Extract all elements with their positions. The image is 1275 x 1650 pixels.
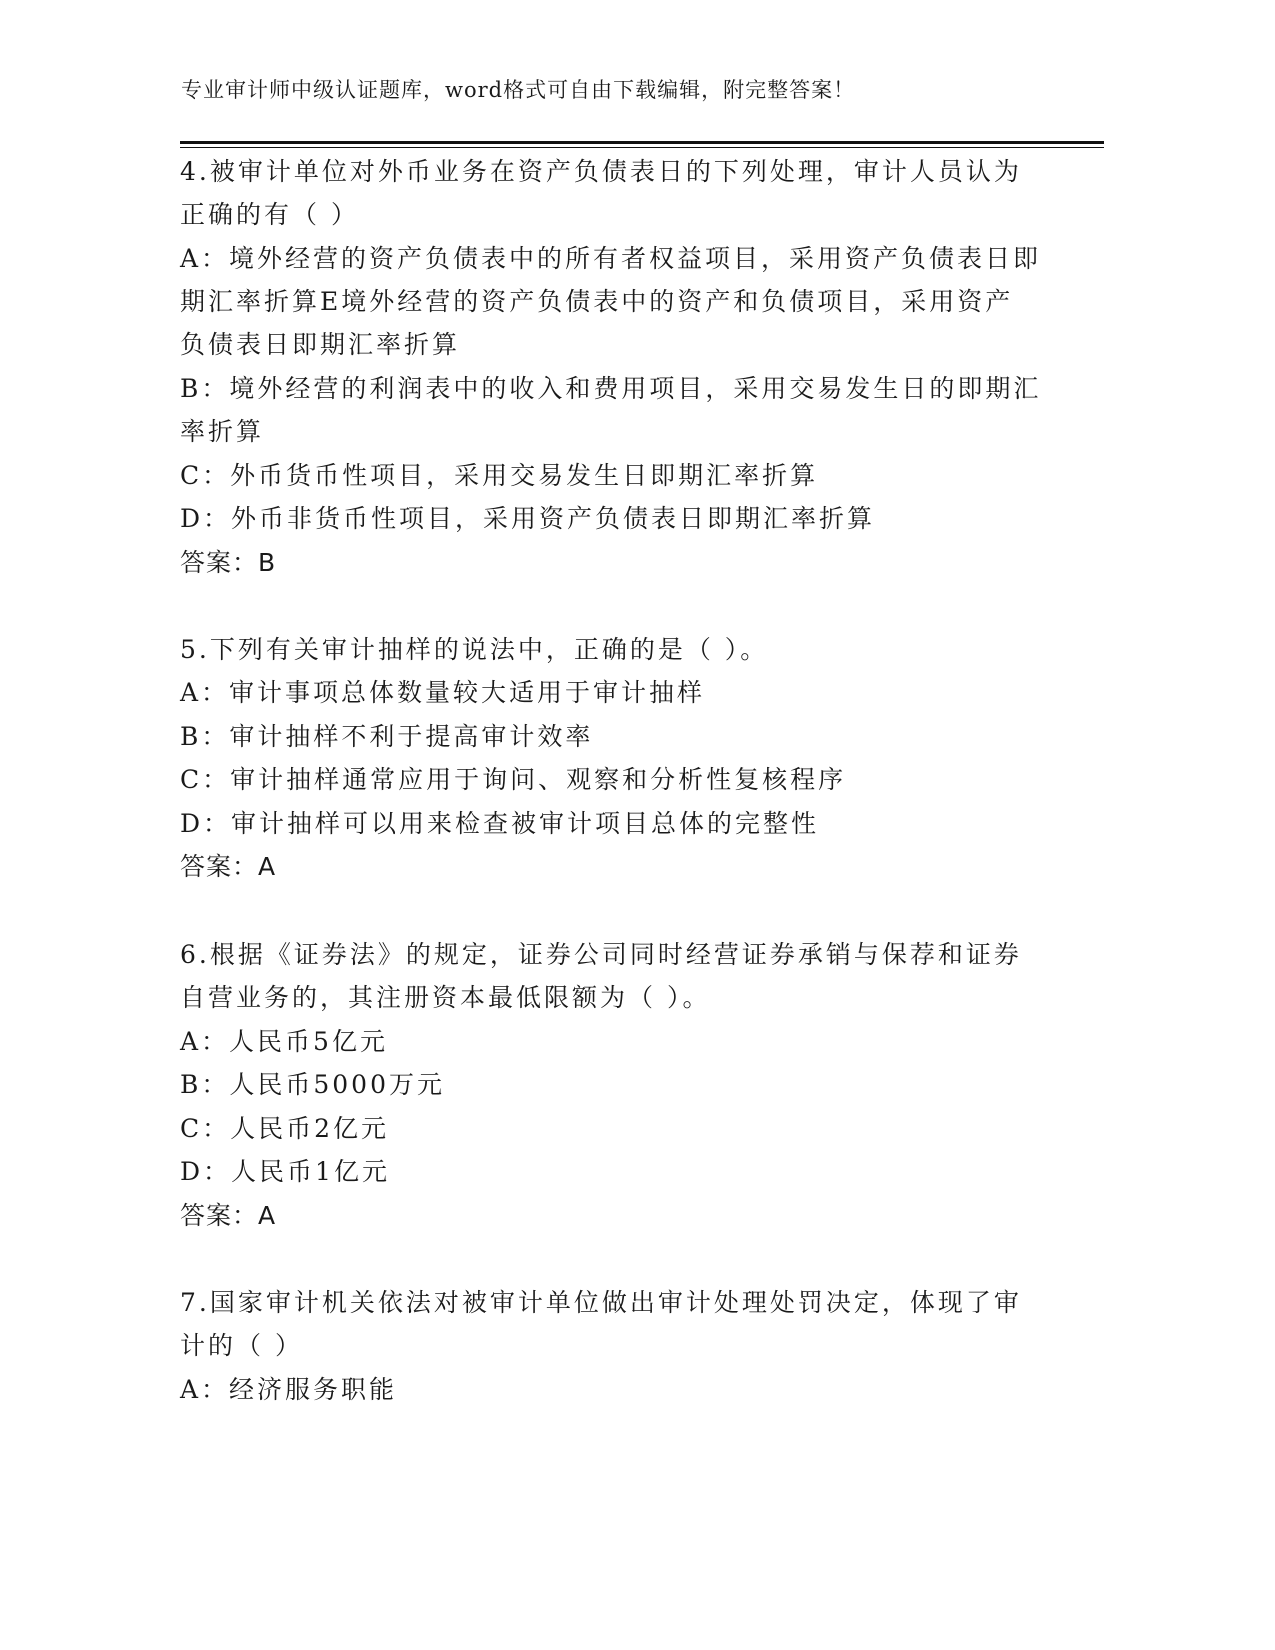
question-6-option-d: D：人民币1亿元	[180, 1157, 390, 1186]
question-4-stem-line-1: 4.被审计单位对外币业务在资产负债表日的下列处理，审计人员认为	[180, 157, 1022, 186]
question-4-option-a-line-2: 期汇率折算E境外经营的资产负债表中的资产和负债项目，采用资产	[180, 287, 1014, 316]
question-4-answer: 答案：B	[180, 548, 277, 577]
question-6-option-b: B：人民币5000万元	[180, 1070, 445, 1099]
question-6-option-c: C：人民币2亿元	[180, 1114, 390, 1143]
question-5-option-c: C：审计抽样通常应用于询问、观察和分析性复核程序	[180, 765, 847, 794]
header-divider	[180, 141, 1104, 148]
question-4-option-b-line-2: 率折算	[180, 417, 265, 446]
question-7-stem-line-1: 7.国家审计机关依法对被审计单位做出审计处理处罚决定，体现了审	[180, 1288, 1022, 1317]
question-6-stem-line-1: 6.根据《证券法》的规定，证券公司同时经营证券承销与保荐和证券	[180, 940, 1022, 969]
question-5-option-b: B：审计抽样不利于提高审计效率	[180, 722, 594, 751]
question-6-option-a: A：人民币5亿元	[180, 1027, 388, 1056]
question-4-option-c: C：外币货币性项目，采用交易发生日即期汇率折算	[180, 461, 819, 490]
question-5-answer: 答案：A	[180, 852, 277, 881]
question-5-stem: 5.下列有关审计抽样的说法中，正确的是（ ）。	[180, 635, 769, 664]
question-4-option-b-line-1: B：境外经营的利润表中的收入和费用项目，采用交易发生日的即期汇	[180, 374, 1042, 403]
question-6-stem-line-2: 自营业务的，其注册资本最低限额为（ ）。	[180, 983, 711, 1012]
question-4-option-d: D：外币非货币性项目，采用资产负债表日即期汇率折算	[180, 504, 876, 533]
question-6-answer: 答案：A	[180, 1201, 277, 1230]
question-4-stem-line-2: 正确的有（ ）	[180, 200, 359, 229]
question-4-option-a-line-1: A：境外经营的资产负债表中的所有者权益项目，采用资产负债表日即	[180, 244, 1042, 273]
question-7-stem-line-2: 计的（ ）	[180, 1331, 303, 1360]
document-header: 专业审计师中级认证题库，word格式可自由下载编辑，附完整答案！	[181, 78, 856, 102]
question-4-option-a-line-3: 负债表日即期汇率折算	[180, 330, 461, 359]
question-5-option-d: D：审计抽样可以用来检查被审计项目总体的完整性	[180, 809, 820, 838]
question-5-option-a: A：审计事项总体数量较大适用于审计抽样	[180, 678, 706, 707]
question-7-option-a: A：经济服务职能	[180, 1375, 398, 1404]
